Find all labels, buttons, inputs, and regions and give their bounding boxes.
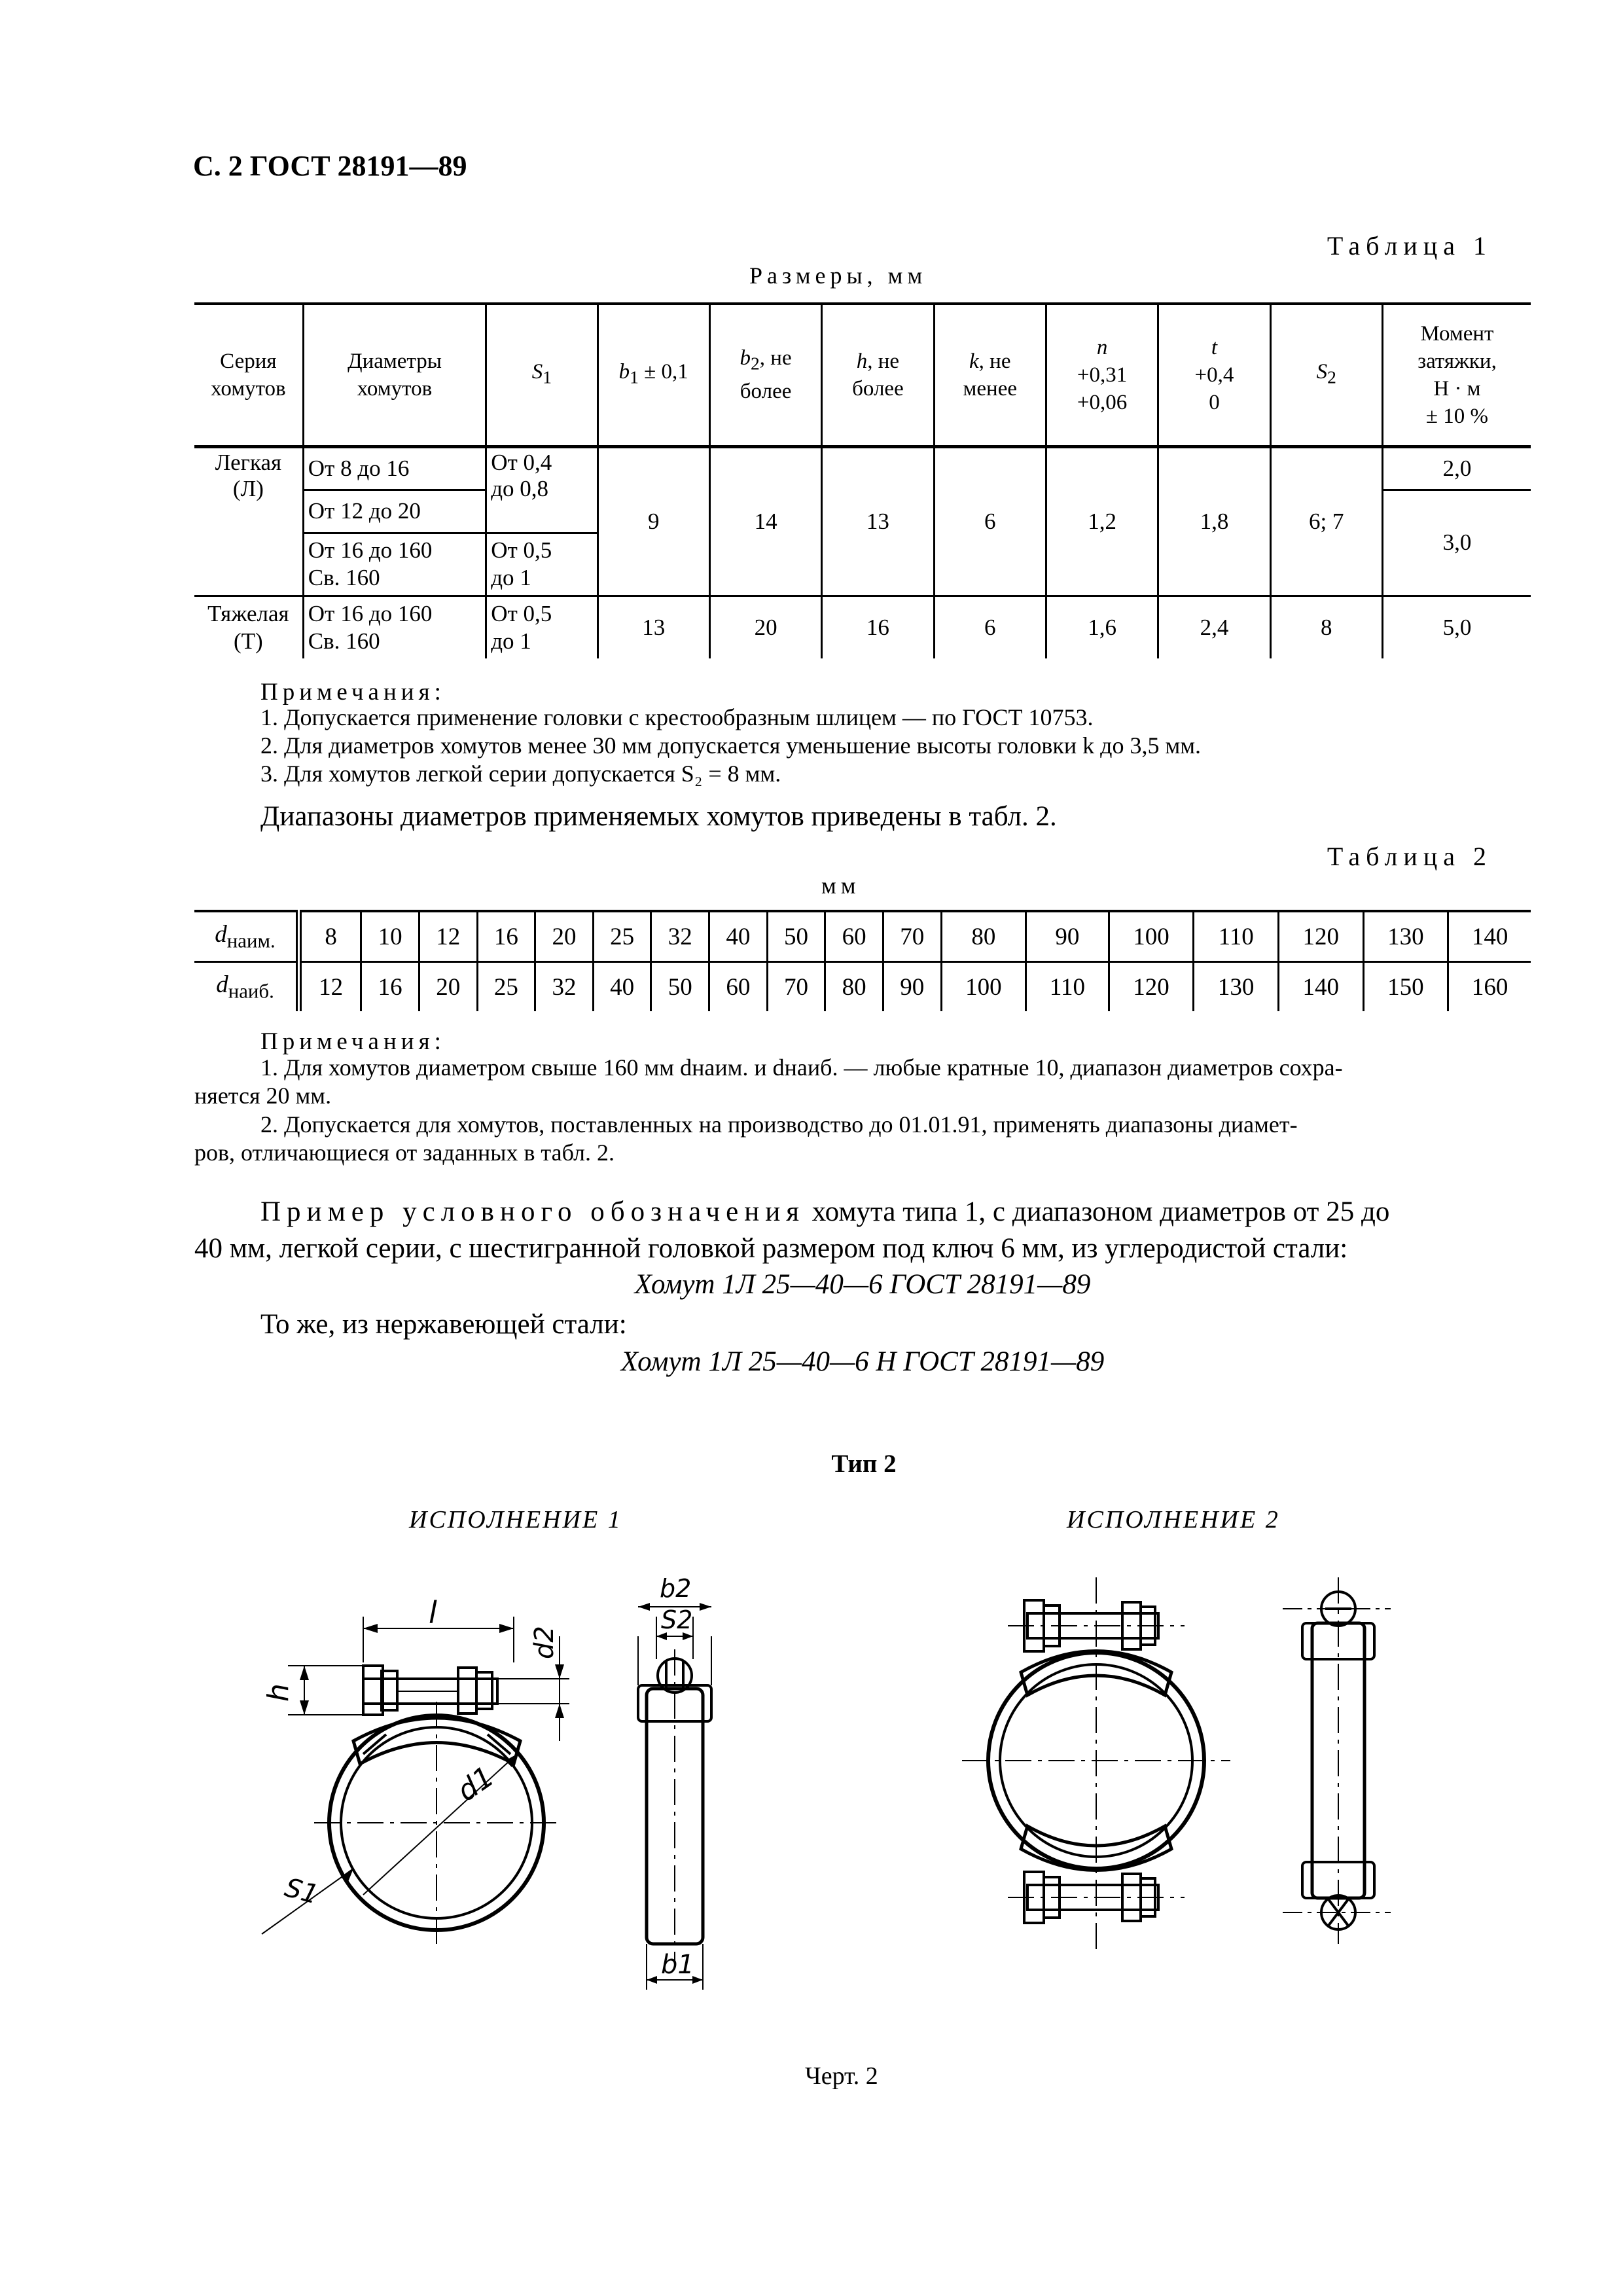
cell-diam-heavy: От 16 до 160 Св. 160 — [303, 596, 486, 658]
cell-s1-heavy: От 0,5 до 1 — [486, 596, 597, 658]
header-s1: $S_1$ — [486, 304, 597, 446]
designation-stainless: Хомут 1Л 25—40—6 Н ГОСТ 28191—89 — [620, 1346, 1105, 1377]
designation-carbon: Хомут 1Л 25—40—6 ГОСТ 28191—89 — [634, 1269, 1091, 1300]
variant1-side-view — [638, 1603, 711, 1990]
dmax-cell: 120 — [1109, 962, 1194, 1012]
cell-torque-heavy: 5,0 — [1382, 596, 1531, 658]
cell-diam-light-3: От 16 до 160 Св. 160 — [303, 533, 486, 596]
table2-label: Таблица 2 — [1327, 842, 1492, 871]
dmax-cell: 140 — [1278, 962, 1363, 1012]
dmax-cell: 130 — [1194, 962, 1279, 1012]
table2-row-dmax — [194, 962, 1531, 1012]
notes1-item-1: 1. Допускается применение головки с крестообразным шлицем — по ГОСТ 10753. — [260, 704, 1094, 730]
notes2-item-2-line-1: 2. Допускается для хомутов, поставленных на производство до 01.01.91, применять диапазоны диамет- — [260, 1111, 1298, 1138]
figure-caption: Черт. 2 — [805, 2062, 878, 2090]
notes1-item-3: 3. Для хомутов легкой серии допускается S₂ = 8 мм. — [260, 761, 781, 787]
dmax-cell: 12 — [299, 962, 361, 1012]
variant2-front-view — [962, 1577, 1230, 1950]
cell-series-light: Легкая (Л) — [194, 446, 303, 596]
cell-diam-light-2: От 12 до 20 — [303, 490, 486, 533]
dmax-cell: 110 — [1026, 962, 1109, 1012]
cell-h-light: 13 — [822, 446, 934, 596]
cell-n-heavy: 1,6 — [1046, 596, 1158, 658]
dmin-cell: 12 — [419, 911, 477, 962]
dim-h-label: h — [262, 1683, 295, 1702]
notes1-title: Примечания: — [260, 679, 446, 706]
table2-dmin-label: $d_{наим.}$ — [194, 911, 299, 962]
dmax-cell: 160 — [1448, 962, 1531, 1012]
dmax-cell: 100 — [941, 962, 1026, 1012]
dmax-cell: 25 — [477, 962, 535, 1012]
variant2-side-view — [1283, 1577, 1391, 1944]
dmin-cell: 80 — [941, 911, 1026, 962]
cell-k-light: 6 — [934, 446, 1046, 596]
example-stainless: То же, из нержавеющей стали: — [260, 1309, 627, 1340]
dim-b1-label: b1 — [661, 1950, 694, 1980]
dmin-cell: 40 — [709, 911, 768, 962]
notes2-item-2-line-2: ров, отличающиеся от заданных в табл. 2. — [194, 1139, 615, 1166]
cell-h-heavy: 16 — [822, 596, 934, 658]
dmin-cell: 50 — [767, 911, 825, 962]
header-k: k, не менее — [934, 304, 1046, 446]
dmin-cell: 130 — [1363, 911, 1448, 962]
cell-n-light: 1,2 — [1046, 446, 1158, 596]
clamp-drawing — [0, 1538, 1623, 2075]
dmax-cell: 90 — [883, 962, 941, 1012]
dmax-cell: 32 — [535, 962, 594, 1012]
header-series: Серия хомутов — [194, 304, 303, 446]
header-h: h, не более — [822, 304, 934, 446]
table2 — [194, 910, 1531, 1011]
example-line-1: Пример условного обозначения хомута типа 1, с диапазоном диаметров от 25 до — [260, 1196, 1390, 1227]
table1 — [194, 302, 1531, 658]
dmax-cell: 60 — [709, 962, 768, 1012]
dim-b2-label: b2 — [660, 1574, 692, 1603]
dmin-cell: 60 — [825, 911, 883, 962]
cell-torque-light-2: 3,0 — [1382, 490, 1531, 596]
dmax-cell: 150 — [1363, 962, 1448, 1012]
dmin-cell: 70 — [883, 911, 941, 962]
cell-b2-heavy: 20 — [709, 596, 821, 658]
table2-units: мм — [821, 872, 861, 899]
dmin-cell: 16 — [477, 911, 535, 962]
cell-s2-heavy: 8 — [1270, 596, 1382, 658]
dmax-cell: 16 — [361, 962, 419, 1012]
cell-torque-light-1: 2,0 — [1382, 446, 1531, 490]
variant-2-title: ИСПОЛНЕНИЕ 2 — [1067, 1506, 1280, 1534]
dmin-cell: 32 — [651, 911, 709, 962]
dmax-cell: 20 — [419, 962, 477, 1012]
notes2-title: Примечания: — [260, 1028, 446, 1055]
table1-units: Размеры, мм — [749, 262, 927, 289]
example-line-2: 40 мм, легкой серии, с шестигранной головкой размером под ключ 6 мм, из углеродистой стали: — [194, 1233, 1348, 1264]
dim-d1-label: d1 — [451, 1759, 501, 1808]
dmin-cell: 140 — [1448, 911, 1531, 962]
cell-series-heavy: Тяжелая (Т) — [194, 596, 303, 658]
dmax-cell: 40 — [593, 962, 651, 1012]
table2-row-dmin — [194, 911, 1531, 962]
header-b2: $b_2$, не более — [709, 304, 821, 446]
cell-s1-light-b: От 0,5 до 1 — [486, 533, 597, 596]
notes1-item-2: 2. Для диаметров хомутов менее 30 мм допускается уменьшение высоты головки k до 3,5 мм. — [260, 732, 1202, 759]
table2-intro: Диапазоны диаметров применяемых хомутов приведены в табл. 2. — [260, 801, 1057, 832]
dmin-cell: 8 — [299, 911, 361, 962]
dmax-cell: 50 — [651, 962, 709, 1012]
table2-dmax-label: $d_{наиб.}$ — [194, 962, 299, 1012]
cell-s1-light-a: От 0,4 до 0,8 — [486, 446, 597, 533]
dim-s1-label: S1 — [281, 1873, 322, 1910]
dim-d2-label: d2 — [529, 1626, 560, 1659]
cell-t-light: 1,8 — [1158, 446, 1270, 596]
cell-s2-light: 6; 7 — [1270, 446, 1382, 596]
notes2-item-1-line-2: няется 20 мм. — [194, 1083, 332, 1109]
header-s2: $S_2$ — [1270, 304, 1382, 446]
header-n: n +0,31 +0,06 — [1046, 304, 1158, 446]
dmin-cell: 110 — [1194, 911, 1279, 962]
dmin-cell: 10 — [361, 911, 419, 962]
cell-b2-light: 14 — [709, 446, 821, 596]
page-header: С. 2 ГОСТ 28191—89 — [193, 150, 467, 182]
cell-b1-light: 9 — [597, 446, 709, 596]
cell-b1-heavy: 13 — [597, 596, 709, 658]
cell-t-heavy: 2,4 — [1158, 596, 1270, 658]
dmin-cell: 120 — [1278, 911, 1363, 962]
dmax-cell: 80 — [825, 962, 883, 1012]
dim-l-label: l — [429, 1595, 437, 1630]
variant-1-title: ИСПОЛНЕНИЕ 1 — [409, 1506, 622, 1534]
table1-label: Таблица 1 — [1327, 231, 1492, 260]
dmin-cell: 25 — [593, 911, 651, 962]
dmin-cell: 90 — [1026, 911, 1109, 962]
header-torque: Момент затяжки, Н · м ± 10 % — [1382, 304, 1531, 446]
header-diameters: Диаметры хомутов — [303, 304, 486, 446]
dmin-cell: 20 — [535, 911, 594, 962]
header-b1: $b_1 \pm 0,1$ — [597, 304, 709, 446]
dmax-cell: 70 — [767, 962, 825, 1012]
cell-diam-light-1: От 8 до 16 — [303, 446, 486, 490]
header-t: t +0,4 0 — [1158, 304, 1270, 446]
figure-type-title: Тип 2 — [831, 1450, 897, 1478]
dim-s2-label: S2 — [661, 1605, 693, 1634]
notes2-item-1-line-1: 1. Для хомутов диаметром свыше 160 мм dнаим. и dнаиб. — любые кратные 10, диапазон диаметров сохра- — [260, 1054, 1343, 1081]
dmin-cell: 100 — [1109, 911, 1194, 962]
cell-k-heavy: 6 — [934, 596, 1046, 658]
